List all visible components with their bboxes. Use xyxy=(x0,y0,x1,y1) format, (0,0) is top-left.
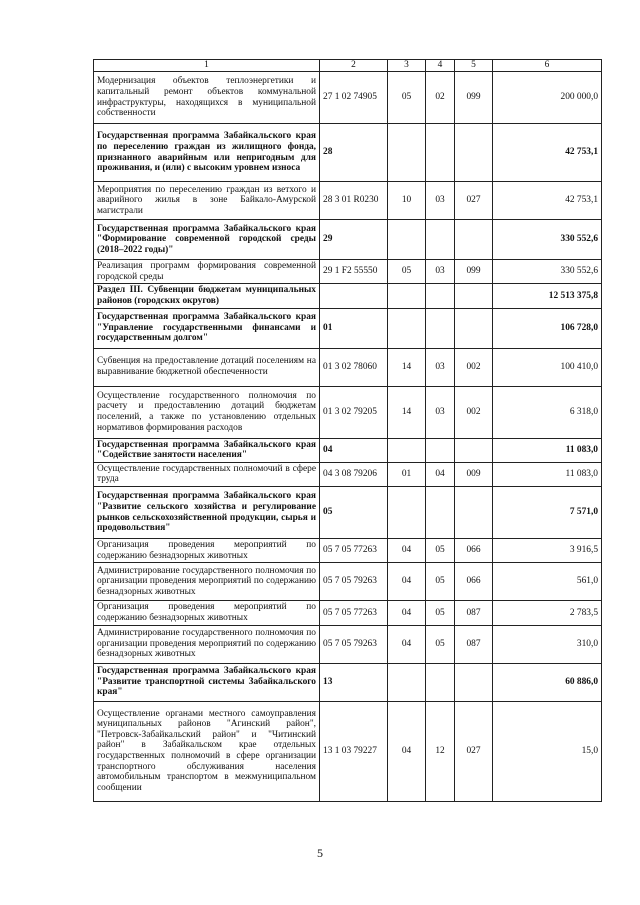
row-subsection xyxy=(426,220,455,260)
row-code: 01 3 02 79205 xyxy=(320,386,388,438)
table-row xyxy=(94,386,602,438)
row-expense-type: 066 xyxy=(455,563,493,601)
header-col-6: 6 xyxy=(493,60,602,72)
row-name: Администрирование государственного полномочия по организации проведения мероприятий по содержанию безнадзорных животных xyxy=(94,625,320,663)
row-subsection: 03 xyxy=(426,182,455,220)
row-name: Раздел III. Субвенции бюджетам муниципальных районов (городских округов) xyxy=(94,284,320,308)
row-section: 04 xyxy=(388,701,426,801)
row-amount: 42 753,1 xyxy=(493,124,602,182)
row-amount: 12 513 375,8 xyxy=(493,284,602,308)
table-row xyxy=(94,182,602,220)
row-amount: 60 886,0 xyxy=(493,663,602,701)
table-row xyxy=(94,308,602,348)
row-subsection xyxy=(426,284,455,308)
row-subsection: 02 xyxy=(426,72,455,124)
row-code: 28 xyxy=(320,124,388,182)
row-code: 01 xyxy=(320,308,388,348)
row-section xyxy=(388,487,426,539)
row-amount: 7 571,0 xyxy=(493,487,602,539)
row-subsection xyxy=(426,487,455,539)
row-expense-type xyxy=(455,284,493,308)
row-name: Осуществление органами местного самоуправления муниципальных районов "Агинский район", "Петровск-Забайкальский район" и "Читинский район" в Забайкальском крае отдельных государственных полномочий в сфере организации транспортного обслуживания населения автомобильным транспортом в межмуниципальном сообщении xyxy=(94,701,320,801)
row-subsection: 05 xyxy=(426,563,455,601)
budget-table xyxy=(93,59,602,802)
row-section: 04 xyxy=(388,601,426,625)
table-row xyxy=(94,487,602,539)
row-name: Государственная программа Забайкальского края по переселению граждан из жилищного фонда, признанного аварийным или непригодным для проживания, и (или) с высоким уровнем износа xyxy=(94,124,320,182)
row-amount: 200 000,0 xyxy=(493,72,602,124)
table-row xyxy=(94,539,602,563)
row-amount: 42 753,1 xyxy=(493,182,602,220)
row-code: 04 xyxy=(320,438,388,462)
page-number: 5 xyxy=(317,846,323,860)
row-subsection: 05 xyxy=(426,625,455,663)
row-section: 01 xyxy=(388,462,426,486)
row-section: 05 xyxy=(388,72,426,124)
row-expense-type: 099 xyxy=(455,72,493,124)
row-section: 04 xyxy=(388,563,426,601)
table-row xyxy=(94,438,602,462)
row-subsection: 05 xyxy=(426,539,455,563)
row-subsection: 12 xyxy=(426,701,455,801)
row-expense-type: 027 xyxy=(455,701,493,801)
row-amount: 330 552,6 xyxy=(493,260,602,284)
table-row xyxy=(94,462,602,486)
row-name: Государственная программа Забайкальского края "Развитие транспортной системы Забайкальского края" xyxy=(94,663,320,701)
row-expense-type xyxy=(455,124,493,182)
row-code: 01 3 02 78060 xyxy=(320,348,388,386)
row-section xyxy=(388,284,426,308)
row-code: 13 1 03 79227 xyxy=(320,701,388,801)
row-expense-type xyxy=(455,663,493,701)
table-row xyxy=(94,701,602,801)
row-expense-type: 087 xyxy=(455,601,493,625)
row-code xyxy=(320,284,388,308)
row-expense-type: 002 xyxy=(455,386,493,438)
row-code: 05 7 05 79263 xyxy=(320,563,388,601)
table-row xyxy=(94,260,602,284)
row-subsection: 03 xyxy=(426,260,455,284)
row-section xyxy=(388,220,426,260)
header-col-4: 4 xyxy=(426,60,455,72)
row-code: 05 xyxy=(320,487,388,539)
table-row xyxy=(94,625,602,663)
header-col-1: 1 xyxy=(94,60,320,72)
row-subsection: 03 xyxy=(426,348,455,386)
row-name: Государственная программа Забайкальского края "Управление государственными финансами и государственным долгом" xyxy=(94,308,320,348)
row-section: 04 xyxy=(388,625,426,663)
row-expense-type: 002 xyxy=(455,348,493,386)
row-amount: 3 916,5 xyxy=(493,539,602,563)
table-row xyxy=(94,124,602,182)
row-name: Государственная программа Забайкальского края "Содействие занятости населения" xyxy=(94,438,320,462)
row-subsection xyxy=(426,308,455,348)
row-subsection xyxy=(426,124,455,182)
table-row xyxy=(94,220,602,260)
row-section: 14 xyxy=(388,348,426,386)
table-header-row xyxy=(94,60,602,72)
row-code: 28 3 01 R0230 xyxy=(320,182,388,220)
row-name: Организация проведения мероприятий по содержанию безнадзорных животных xyxy=(94,601,320,625)
header-col-2: 2 xyxy=(320,60,388,72)
header-col-3: 3 xyxy=(388,60,426,72)
row-expense-type xyxy=(455,438,493,462)
row-section: 14 xyxy=(388,386,426,438)
row-section: 04 xyxy=(388,539,426,563)
row-code: 29 1 F2 55550 xyxy=(320,260,388,284)
row-expense-type: 009 xyxy=(455,462,493,486)
table-row xyxy=(94,601,602,625)
row-amount: 6 318,0 xyxy=(493,386,602,438)
table-row xyxy=(94,348,602,386)
row-code: 05 7 05 77263 xyxy=(320,539,388,563)
row-amount: 100 410,0 xyxy=(493,348,602,386)
table-row xyxy=(94,72,602,124)
row-amount: 11 083,0 xyxy=(493,462,602,486)
row-name: Осуществление государственных полномочий в сфере труда xyxy=(94,462,320,486)
row-code: 05 7 05 79263 xyxy=(320,625,388,663)
row-name: Администрирование государственного полномочия по организации проведения мероприятий по содержанию безнадзорных животных xyxy=(94,563,320,601)
row-name: Реализация программ формирования современной городской среды xyxy=(94,260,320,284)
row-subsection xyxy=(426,438,455,462)
row-amount: 310,0 xyxy=(493,625,602,663)
row-subsection: 04 xyxy=(426,462,455,486)
row-amount: 106 728,0 xyxy=(493,308,602,348)
row-name: Государственная программа Забайкальского края "Формирование современной городской среды (2018–2022 годы)" xyxy=(94,220,320,260)
row-code: 29 xyxy=(320,220,388,260)
row-subsection: 03 xyxy=(426,386,455,438)
row-subsection: 05 xyxy=(426,601,455,625)
row-section xyxy=(388,308,426,348)
header-col-5: 5 xyxy=(455,60,493,72)
row-amount: 2 783,5 xyxy=(493,601,602,625)
row-code: 13 xyxy=(320,663,388,701)
row-name: Организация проведения мероприятий по содержанию безнадзорных животных xyxy=(94,539,320,563)
row-code: 05 7 05 77263 xyxy=(320,601,388,625)
table-row xyxy=(94,284,602,308)
row-expense-type: 027 xyxy=(455,182,493,220)
row-name: Государственная программа Забайкальского края "Развитие сельского хозяйства и регулирование рынков сельскохозяйственной продукции, сырья и продовольствия" xyxy=(94,487,320,539)
row-expense-type: 087 xyxy=(455,625,493,663)
row-expense-type xyxy=(455,308,493,348)
row-subsection xyxy=(426,663,455,701)
row-expense-type xyxy=(455,487,493,539)
row-section xyxy=(388,124,426,182)
row-code: 04 3 08 79206 xyxy=(320,462,388,486)
row-amount: 15,0 xyxy=(493,701,602,801)
row-expense-type: 099 xyxy=(455,260,493,284)
row-section xyxy=(388,438,426,462)
row-section xyxy=(388,663,426,701)
row-code: 27 1 02 74905 xyxy=(320,72,388,124)
row-section: 10 xyxy=(388,182,426,220)
row-amount: 330 552,6 xyxy=(493,220,602,260)
row-expense-type xyxy=(455,220,493,260)
row-name: Осуществление государственного полномочия по расчету и предоставлению дотаций бюджетам поселений, а также по установлению отдельных нормативов формирования расходов xyxy=(94,386,320,438)
table-row xyxy=(94,563,602,601)
row-name: Мероприятия по переселению граждан из ветхого и аварийного жилья в зоне Байкало-Амурской магистрали xyxy=(94,182,320,220)
table-body xyxy=(94,72,602,802)
table-row xyxy=(94,663,602,701)
row-name: Модернизация объектов теплоэнергетики и капитальный ремонт объектов коммунальной инфраструктуры, находящихся в муниципальной собственности xyxy=(94,72,320,124)
row-amount: 561,0 xyxy=(493,563,602,601)
row-expense-type: 066 xyxy=(455,539,493,563)
row-amount: 11 083,0 xyxy=(493,438,602,462)
row-section: 05 xyxy=(388,260,426,284)
row-name: Субвенция на предоставление дотаций поселениям на выравнивание бюджетной обеспеченности xyxy=(94,348,320,386)
